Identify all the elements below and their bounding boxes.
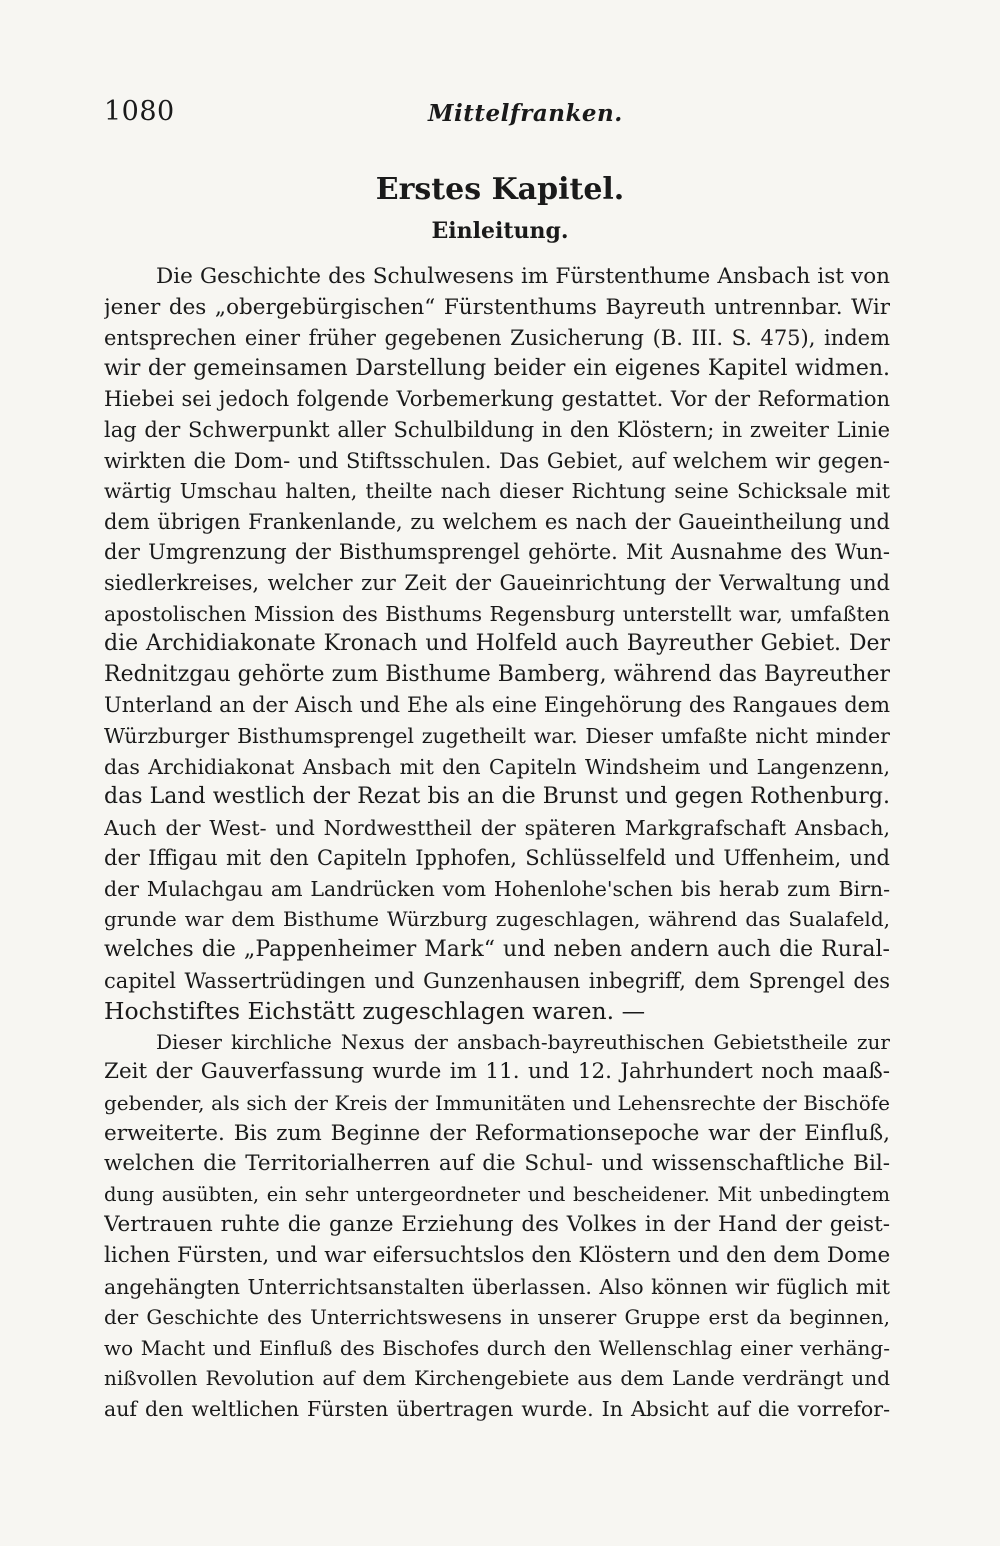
text-line: capitel Wassertrüdingen und Gunzenhausen inbegriff, dem Sprengel des [104, 968, 890, 993]
text-line: die Archidiakonate Kronach und Holfeld auch Bayreuther Gebiet. Der [104, 631, 890, 657]
text-line: Rednitzgau gehörte zum Bisthume Bamberg, während das Bayreuther [104, 661, 890, 687]
text-line: der Geschichte des Unterrichtswesens in unserer Gruppe erst da beginnen, [104, 1305, 890, 1330]
section-title: Einleitung. [431, 218, 569, 244]
text-line: der Iffigau mit den Capiteln Ipphofen, Schlüsselfeld und Uffenheim, und [104, 846, 890, 871]
text-line: wirkten die Dom- und Stiftsschulen. Das Gebiet, auf welchem wir gegen- [104, 448, 890, 473]
text-line: grunde war dem Bisthume Würzburg zugeschlagen, während das Sualafeld, [104, 907, 890, 932]
text-line: apostolischen Mission des Bisthums Regensburg unterstellt war, umfaßten [104, 601, 890, 626]
text-line: Vertrauen ruhte die ganze Erziehung des Volkes in der Hand der geist- [104, 1212, 890, 1238]
text-line: lag der Schwerpunkt aller Schulbildung in den Klöstern; in zweiter Linie [104, 417, 890, 442]
text-line: wo Macht und Einfluß des Bischofes durch den Wellenschlag einer verhäng- [104, 1335, 890, 1360]
text-line: auf den weltlichen Fürsten übertragen wurde. In Absicht auf die vorrefor- [104, 1396, 890, 1421]
text-line: Unterland an der Aisch und Ehe als eine Eingehörung des Rangaues dem [104, 693, 890, 718]
text-line: angehängten Unterrichtsanstalten überlassen. Also können wir füglich mit [104, 1274, 890, 1299]
page-number: 1080 [104, 96, 175, 127]
text-line: Hiebei sei jedoch folgende Vorbemerkung gestattet. Vor der Reformation [104, 387, 890, 412]
text-line: Zeit der Gauverfassung wurde im 11. und 12. Jahrhundert noch maaß- [104, 1059, 890, 1085]
running-head: Mittelfranken. [428, 100, 623, 127]
text-line: dung ausübten, ein sehr untergeordneter und bescheidener. Mit unbedingtem [104, 1182, 890, 1206]
text-line: Auch der West- und Nordwesttheil der späteren Markgrafschaft Ansbach, [104, 815, 890, 840]
text-line: das Land westlich der Rezat bis an die Brunst und gegen Rothenburg. [104, 784, 890, 810]
text-line: gebender, als sich der Kreis der Immunitäten und Lehensrechte der Bischöfe [104, 1091, 890, 1116]
text-line: welches die „Pappenheimer Mark“ und neben andern auch die Rural- [104, 937, 890, 963]
text-line: jener des „obergebürgischen“ Fürstenthums Bayreuth untrennbar. Wir [104, 294, 890, 320]
text-line: erweiterte. Bis zum Beginne der Reformationsepoche war der Einfluß, [104, 1120, 890, 1146]
text-line: siedlerkreises, welcher zur Zeit der Gaueinrichtung der Verwaltung und [104, 570, 890, 595]
text-line: welchen die Territorialherren auf die Schul- und wissenschaftliche Bil- [104, 1151, 890, 1177]
text-line: das Archidiakonat Ansbach mit den Capiteln Windsheim und Langenzenn, [104, 754, 890, 779]
text-line: der Mulachgau am Landrücken vom Hohenlohe'schen bis herab zum Birn- [104, 876, 890, 901]
chapter-title: Erstes Kapitel. [375, 172, 625, 207]
text-line: nißvollen Revolution auf dem Kirchengebiete aus dem Lande verdrängt und [104, 1366, 890, 1391]
text-line: Hochstiftes Eichstätt zugeschlagen waren. — [104, 997, 646, 1026]
text-line: Würzburger Bisthumsprengel zugetheilt war. Dieser umfaßte nicht minder [104, 723, 890, 748]
text-line: lichen Fürsten, und war eifersuchtslos den Klöstern und den dem Dome [104, 1243, 890, 1268]
text-line: entsprechen einer früher gegebenen Zusicherung (B. III. S. 475), indem [104, 326, 890, 351]
text-line: der Umgrenzung der Bisthumsprengel gehörte. Mit Ausnahme des Wun- [104, 540, 890, 565]
text-line: wärtig Umschau halten, theilte nach dieser Richtung seine Schicksale mit [104, 479, 890, 504]
text-line: Die Geschichte des Schulwesens im Fürstenthume Ansbach ist von [156, 264, 890, 289]
body-text [104, 262, 890, 1425]
text-line: dem übrigen Frankenlande, zu welchem es nach der Gaueintheilung und [104, 509, 890, 534]
text-line: wir der gemeinsamen Darstellung beider ein eigenes Kapitel widmen. [104, 355, 890, 381]
text-line: Dieser kirchliche Nexus der ansbach-bayreuthischen Gebietstheile zur [156, 1029, 890, 1054]
